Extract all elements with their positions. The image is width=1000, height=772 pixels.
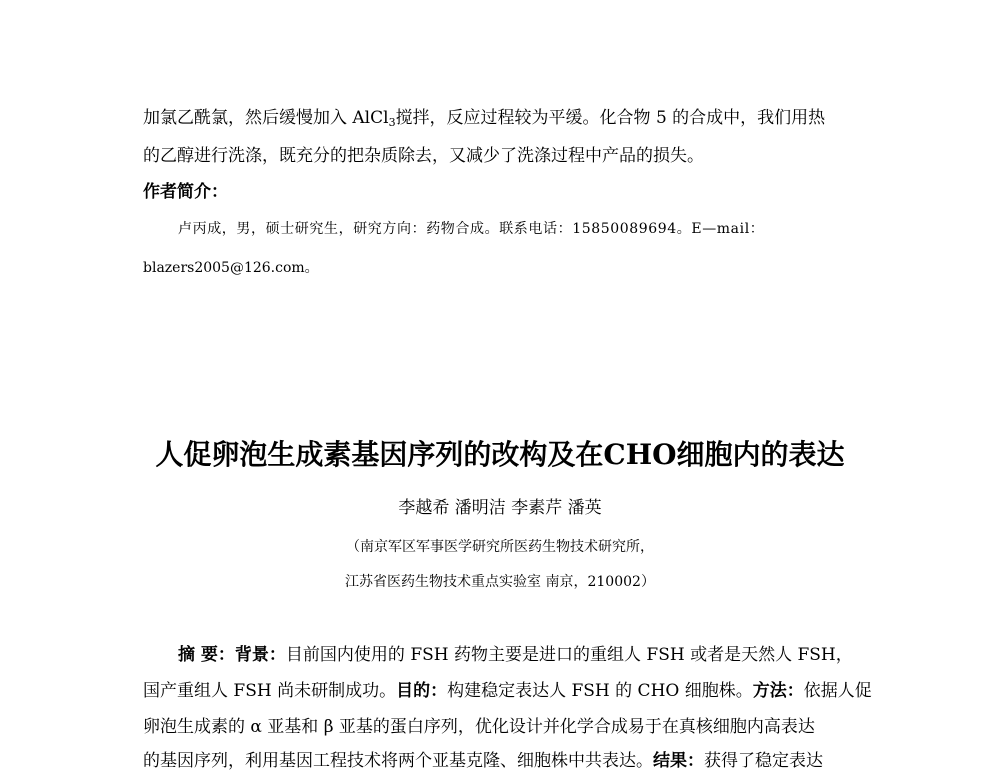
background-label: 背景： [234,645,286,665]
previous-article-line-1 [143,107,825,129]
method-text: 依据人促 [803,681,872,701]
abstract-text: 的基因序列，利用基因工程技术将两个亚基克隆、细胞株中共表达。 [143,751,653,771]
previous-article-line-2: 的乙醇进行洗涤，既充分的把杂质除去，又减少了洗涤过程中产品的损失。 [143,146,704,166]
abstract-line-3: 卵泡生成素的 α 亚基和 β 亚基的蛋白序列，优化设计并化学合成易于在真核细胞内高表达 [143,717,815,737]
previous-article-text: 加氯乙酰氯，然后缓慢加入 AlCl [143,108,389,128]
paper-authors: 李越希 潘明洁 李素芹 潘英 [398,498,602,518]
abstract-text: 国产重组人 FSH 尚未研制成功。 [143,681,397,701]
abstract-line-1 [178,644,853,666]
objective-text: 构建稳定表达人 FSH 的 CHO 细胞株。 [447,681,753,701]
background-text: 目前国内使用的 FSH 药物主要是进口的重组人 FSH 或者是天然人 FSH， [285,645,853,665]
paper-title: 人促卵泡生成素基因序列的改构及在CHO细胞内的表达 [155,438,845,471]
paper-affiliation-line-1: （南京军区军事医学研究所医药生物技术研究所， [346,539,654,555]
author-bio-heading: 作者简介： [143,182,228,202]
objective-label: 目的： [396,681,448,701]
previous-article-text: 搅拌，反应过程较为平缓。化合物 5 的合成中，我们用热 [395,108,826,128]
method-label: 方法： [752,681,804,701]
paper-affiliation-line-2: 江苏省医药生物技术重点实验室 南京，210002） [345,574,655,590]
abstract-line-2 [143,680,872,702]
author-bio-line-2: blazers2005@126.com。 [143,260,319,276]
abstract-line-4 [143,750,823,772]
subscript-3: 3 [388,116,396,129]
author-bio-line-1: 卢丙成，男，硕士研究生，研究方向：药物合成。联系电话：15850089694。E—mail： [178,221,765,237]
abstract-label: 摘 要： [178,645,235,665]
result-text: 获得了稳定表达 [704,751,823,771]
result-label: 结果： [653,751,704,771]
